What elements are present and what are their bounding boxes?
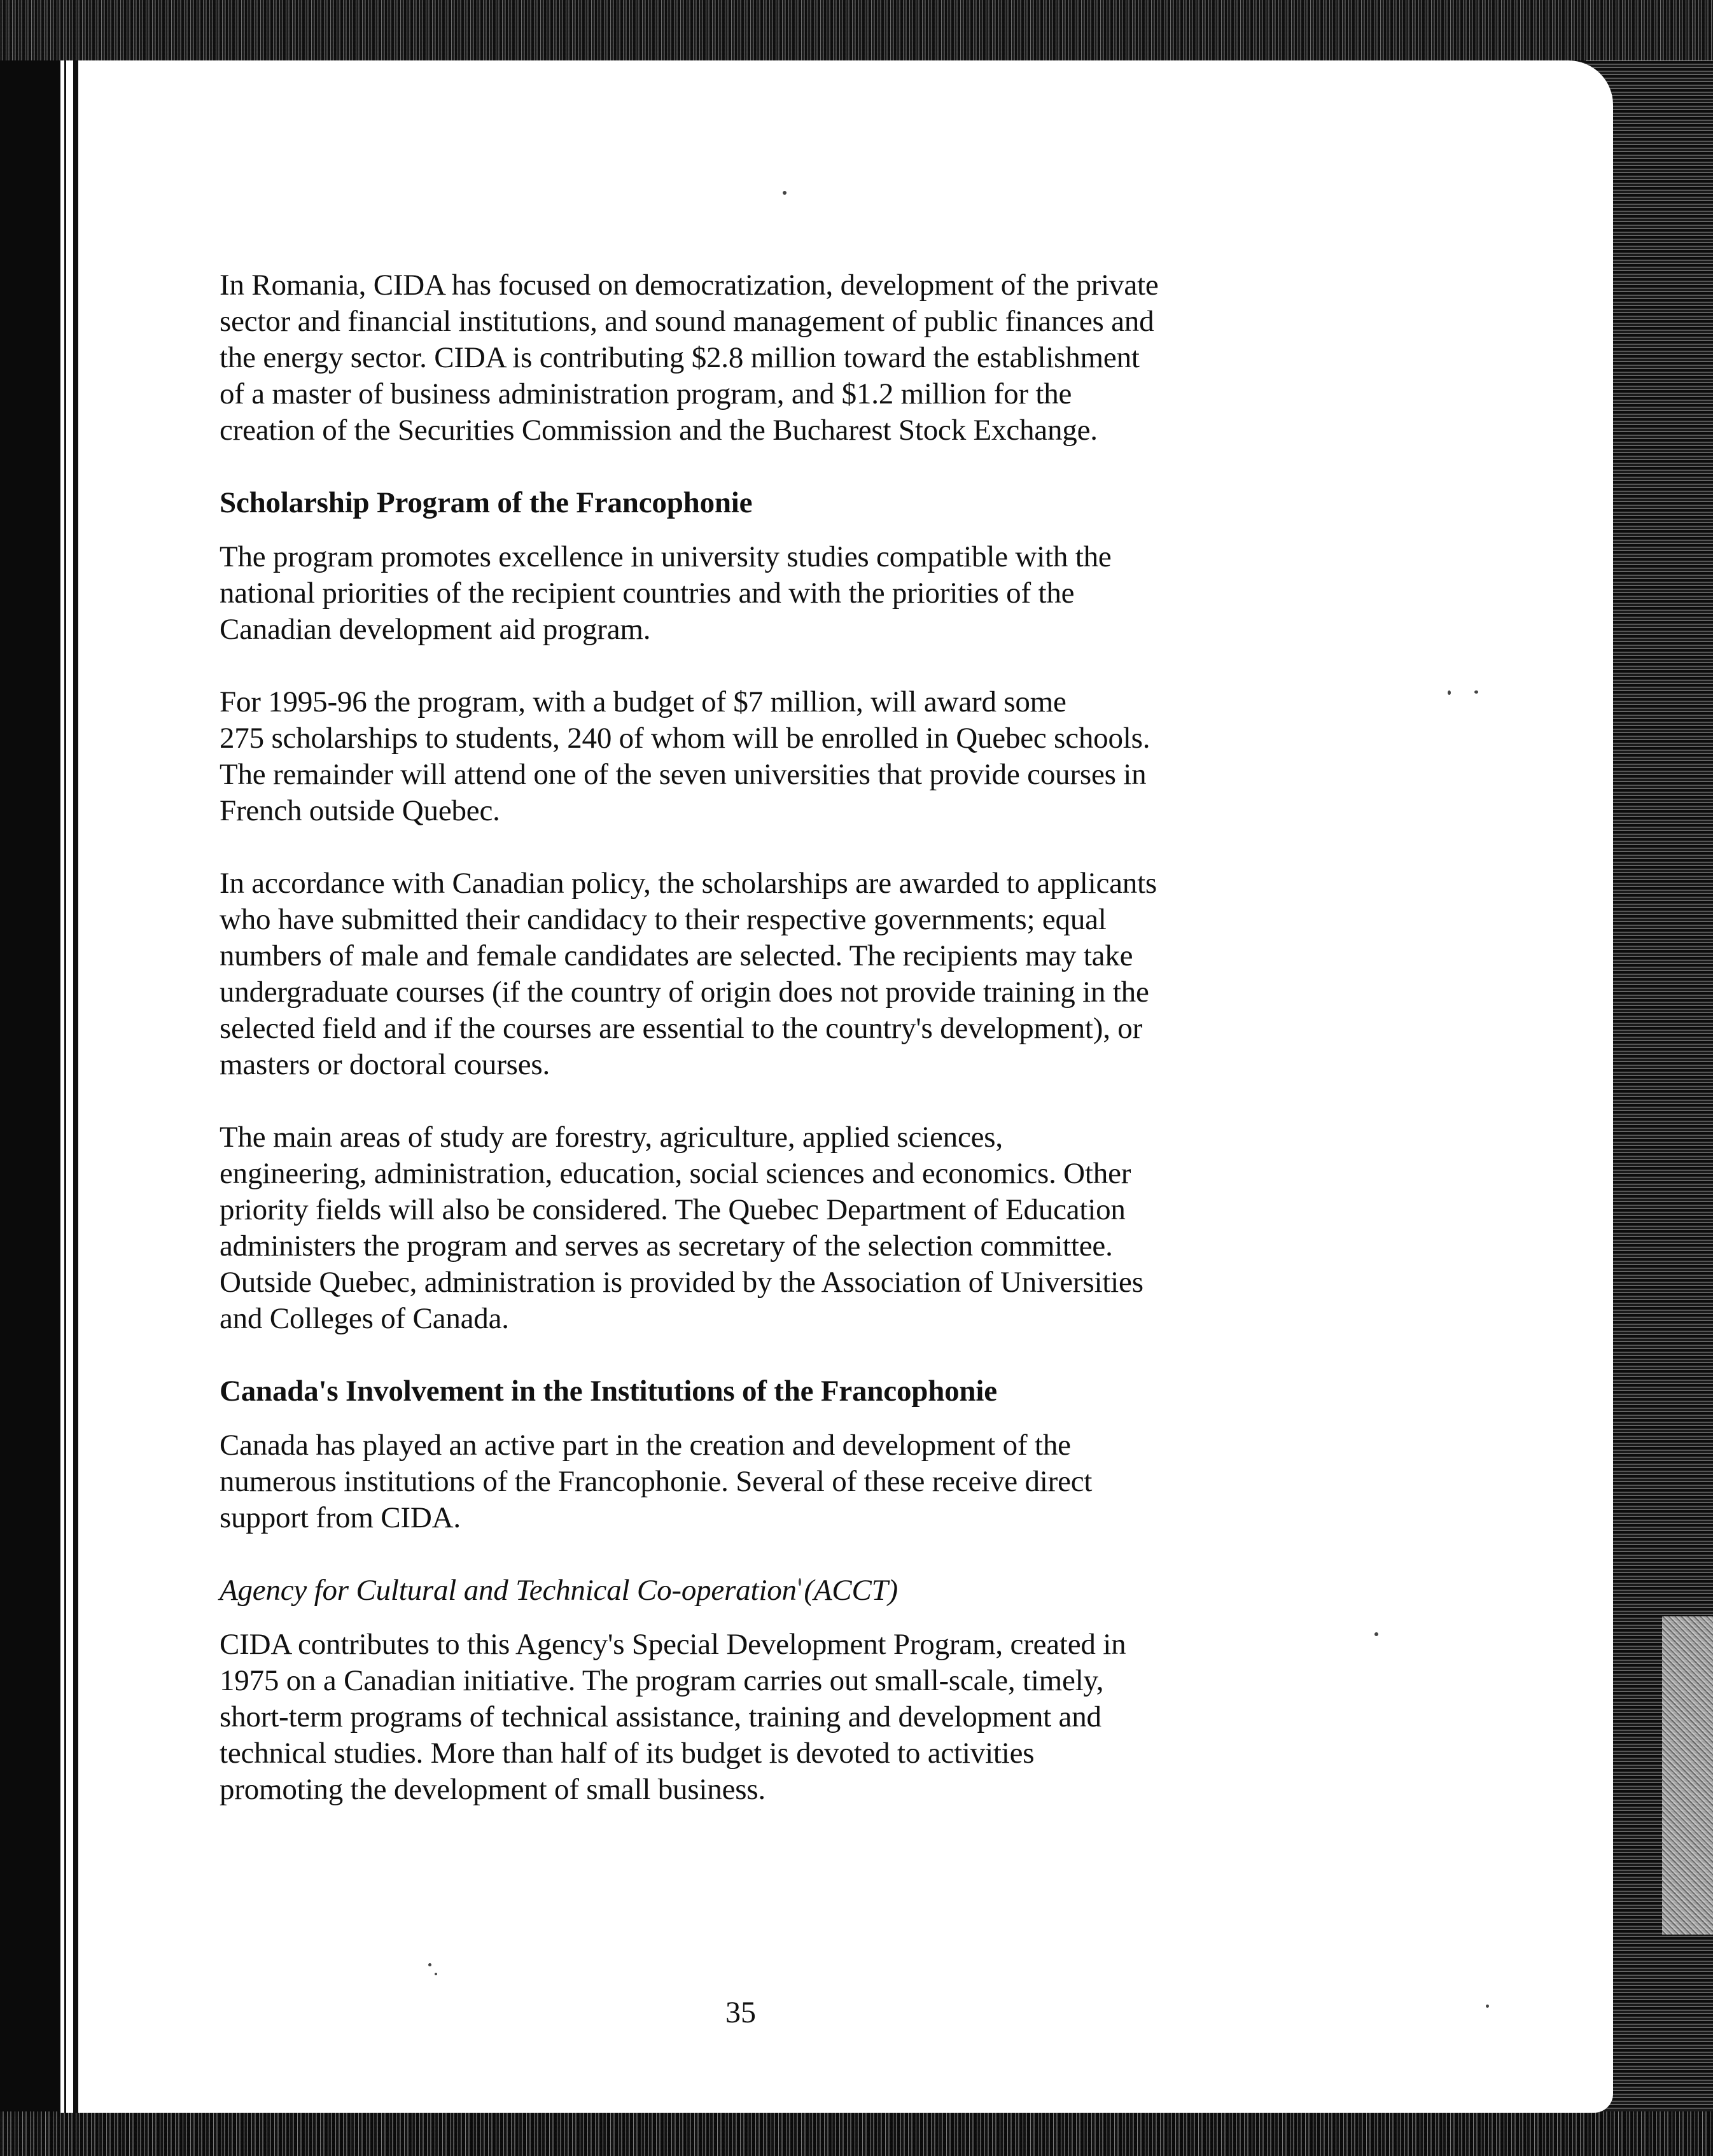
document-body (220, 267, 1314, 1844)
paragraph-program-promotes: The program promotes excellence in university studies compatible with the national priorities of the recipient countries and with the priorities of the Canadian development aid program. (220, 540, 1112, 646)
paragraph-areas-of-study: The main areas of study are forestry, agriculture, applied sciences, engineering, administration, education, social sciences and economics. Other priority fields will also be considered. The Quebec Department of Education administers the program and serves as secretary of the selection committee. Outside Quebec, administration is provided by the Association of Universities and Colleges of Canada. (220, 1121, 1143, 1335)
heading-scholarship-program: Scholarship Program of the Francophonie (220, 486, 753, 519)
scan-speck (1486, 2005, 1489, 2008)
paragraph-acct: CIDA contributes to this Agency's Special Development Program, created in 1975 on a Canadian initiative. The program carries out small-scale, timely, short-term programs of technical assistance, training and development and technical studies. More than half of its budget is devoted to activities promoting the development of small business. (220, 1628, 1126, 1806)
paragraph-budget: For 1995-96 the program, with a budget of $7 million, will award some 275 scholarships to students, 240 of whom will be enrolled in Quebec schools. The remainder will attend one of the seven universities that provide courses in French outside Quebec. (220, 685, 1150, 827)
paragraph-involvement: Canada has played an active part in the creation and development of the numerous institutions of the Francophonie. Several of these receive direct support from CIDA. (220, 1429, 1093, 1534)
scan-right-light-patch (1662, 1616, 1713, 1935)
scan-bottom-edge (0, 2111, 1713, 2156)
page-binding-edge (73, 60, 78, 2113)
paragraph-romania: In Romania, CIDA has focused on democratization, development of the private sector and financial institutions, and sound management of public finances and the energy sector. CIDA is contributing $2.8 million toward the establishment of a master of business administration program, and $1.2 million for the creation of the Securities Commission and the Bucharest Stock Exchange. (220, 269, 1159, 447)
scan-speck (428, 1963, 431, 1966)
scan-speck (435, 1973, 437, 1975)
page-left-border-line (64, 60, 66, 2113)
scan-speck (1474, 690, 1478, 694)
scan-top-edge (0, 0, 1713, 60)
paragraph-policy: In accordance with Canadian policy, the scholarships are awarded to applicants who have submitted their candidacy to their respective governments; equal numbers of male and female candidates are selected. The recipients may take undergraduate courses (if the country of origin does not provide training in the selected field and if the courses are essential to the country's development), or masters or doctoral courses. (220, 867, 1157, 1081)
heading-canada-involvement: Canada's Involvement in the Institutions of the Francophonie (220, 1375, 997, 1408)
scan-speck (1374, 1632, 1378, 1636)
scan-speck (1448, 690, 1451, 695)
page-number: 35 (725, 1996, 756, 2029)
scan-speck (783, 191, 787, 195)
subheading-acct: Agency for Cultural and Technical Co-operation (ACCT) (220, 1574, 898, 1607)
book-spine (0, 60, 70, 2116)
